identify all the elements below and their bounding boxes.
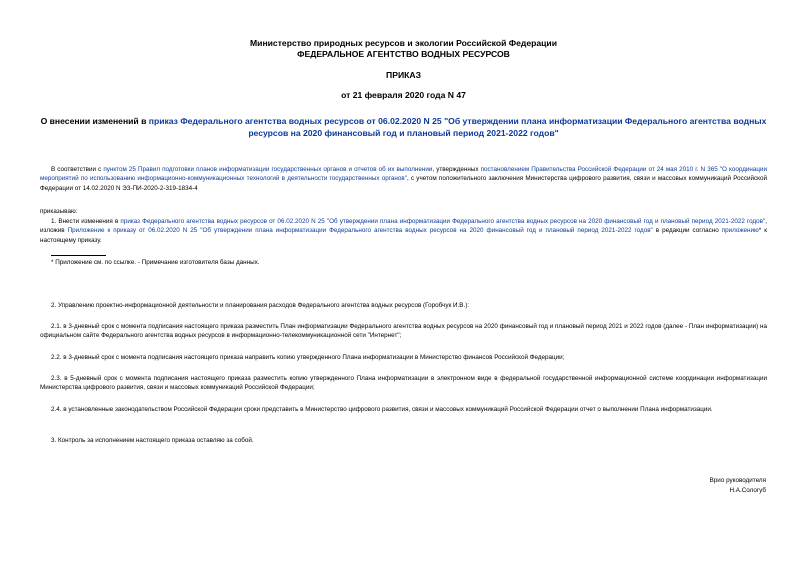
preamble-link-rules[interactable]: пунктом 25 Правил подготовки планов информатизации государственных органов и отчетов об их выполнении bbox=[103, 166, 433, 173]
footnote-divider bbox=[51, 255, 106, 256]
footnote: * Приложение см. по ссылке. - Примечание изготовителя базы данных. bbox=[51, 259, 260, 266]
preamble-text-2: , утвержденных bbox=[432, 166, 481, 173]
item-1-text-2: , изложив bbox=[40, 218, 767, 235]
item-1-text-1: 1. Внести изменения в bbox=[51, 218, 121, 225]
item-2-2: 2.2. в 3-дневный срок с момента подписания настоящего приказа направить копию утвержденного Плана информатизации в Министерство финансов Российской Федерации; bbox=[51, 354, 565, 361]
document-type: ПРИКАЗ bbox=[386, 70, 421, 80]
item-2: 2. Управлению проектно-информационной деятельности и планирования расходов Федерального агентства водных ресурсов (Горобчук И.В.): bbox=[51, 302, 470, 309]
order-word: приказываю: bbox=[40, 208, 78, 215]
item-1-link-attachment[interactable]: приложению bbox=[721, 227, 759, 235]
item-2-3: 2.3. в 5-дневный срок с момента подписания настоящего приказа разместить копию утвержденного Плана информатизации в электронном виде в федеральной государственной информационной системе координации информатизации Министерства цифрового развития, связи и массовых коммуникаций Российской Федерации; bbox=[40, 375, 767, 392]
item-1-text-4: * к настоящему приказу. bbox=[40, 227, 767, 244]
signatory-name: Н.А.Сологуб bbox=[729, 487, 766, 494]
preamble-text-1: В соответствии с bbox=[51, 166, 104, 173]
title-link[interactable]: приказ Федерального агентства водных ресурсов от 06.02.2020 N 25 "Об утверждении плана информатизации Федерального агентства водных ресурсов на 2020 финансовый год и плановый период 2021-2022 годов" bbox=[148, 116, 767, 138]
signatory-position: Врио руководителя bbox=[709, 477, 766, 484]
agency-name: ФЕДЕРАЛЬНОЕ АГЕНТСТВО ВОДНЫХ РЕСУРСОВ bbox=[297, 49, 510, 59]
preamble-text-3: , с учетом положительного заключения Министерства цифрового развития, связи и массовых коммуникаций Российской Федерации от 14.02.2020 N ЭЗ-ПИ-2020-2-319-1834-4 bbox=[40, 175, 767, 192]
preamble-link-decree[interactable]: постановлением Правительства Российской Федерации от 24 мая 2010 г. N 365 "О координации мероприятий по использованию информационно-коммуникационных технологий в деятельности государственных органов" bbox=[40, 166, 768, 183]
preamble-paragraph bbox=[40, 165, 767, 193]
document-date-number: от 21 февраля 2020 года N 47 bbox=[341, 90, 466, 100]
item-1-text-3: в редакции согласно bbox=[652, 227, 722, 235]
item-1-link-appendix[interactable]: Приложение к приказу от 06.02.2020 N 25 "Об утверждении плана информатизации Федерального агентства водных ресурсов на 2020 финансовый год и плановый период 2021-2022 годов" bbox=[67, 227, 653, 235]
item-1-paragraph bbox=[40, 217, 767, 245]
item-3: 3. Контроль за исполнением настоящего приказа оставляю за собой. bbox=[51, 437, 254, 444]
document-title bbox=[40, 115, 767, 139]
ministry-name: Министерство природных ресурсов и экологии Российской Федерации bbox=[250, 38, 557, 48]
item-2-4: 2.4. в установленные законодательством Российской Федерации сроки представить в Министерство цифрового развития, связи и массовых коммуникаций Российской Федерации отчет о выполнении Плана информатизации. bbox=[51, 406, 713, 413]
title-prefix: О внесении изменений в bbox=[40, 116, 149, 126]
item-1-link-order[interactable]: приказ Федерального агентства водных ресурсов от 06.02.2020 N 25 "Об утверждении плана информатизации Федерального агентства водных ресурсов на 2020 финансовый год и плановый период 2021-2022 годов" bbox=[120, 218, 766, 225]
item-2-1: 2.1. в 3-дневный срок с момента подписания настоящего приказа разместить План информатизации Федерального агентства водных ресурсов на 2020 финансовый год и плановый период 2021 и 2022 годов (далее - План информатизации) на официальном сайте Федерального агентства водных ресурсов в информационно-телекоммуникационной сети "Интернет"; bbox=[40, 323, 767, 340]
